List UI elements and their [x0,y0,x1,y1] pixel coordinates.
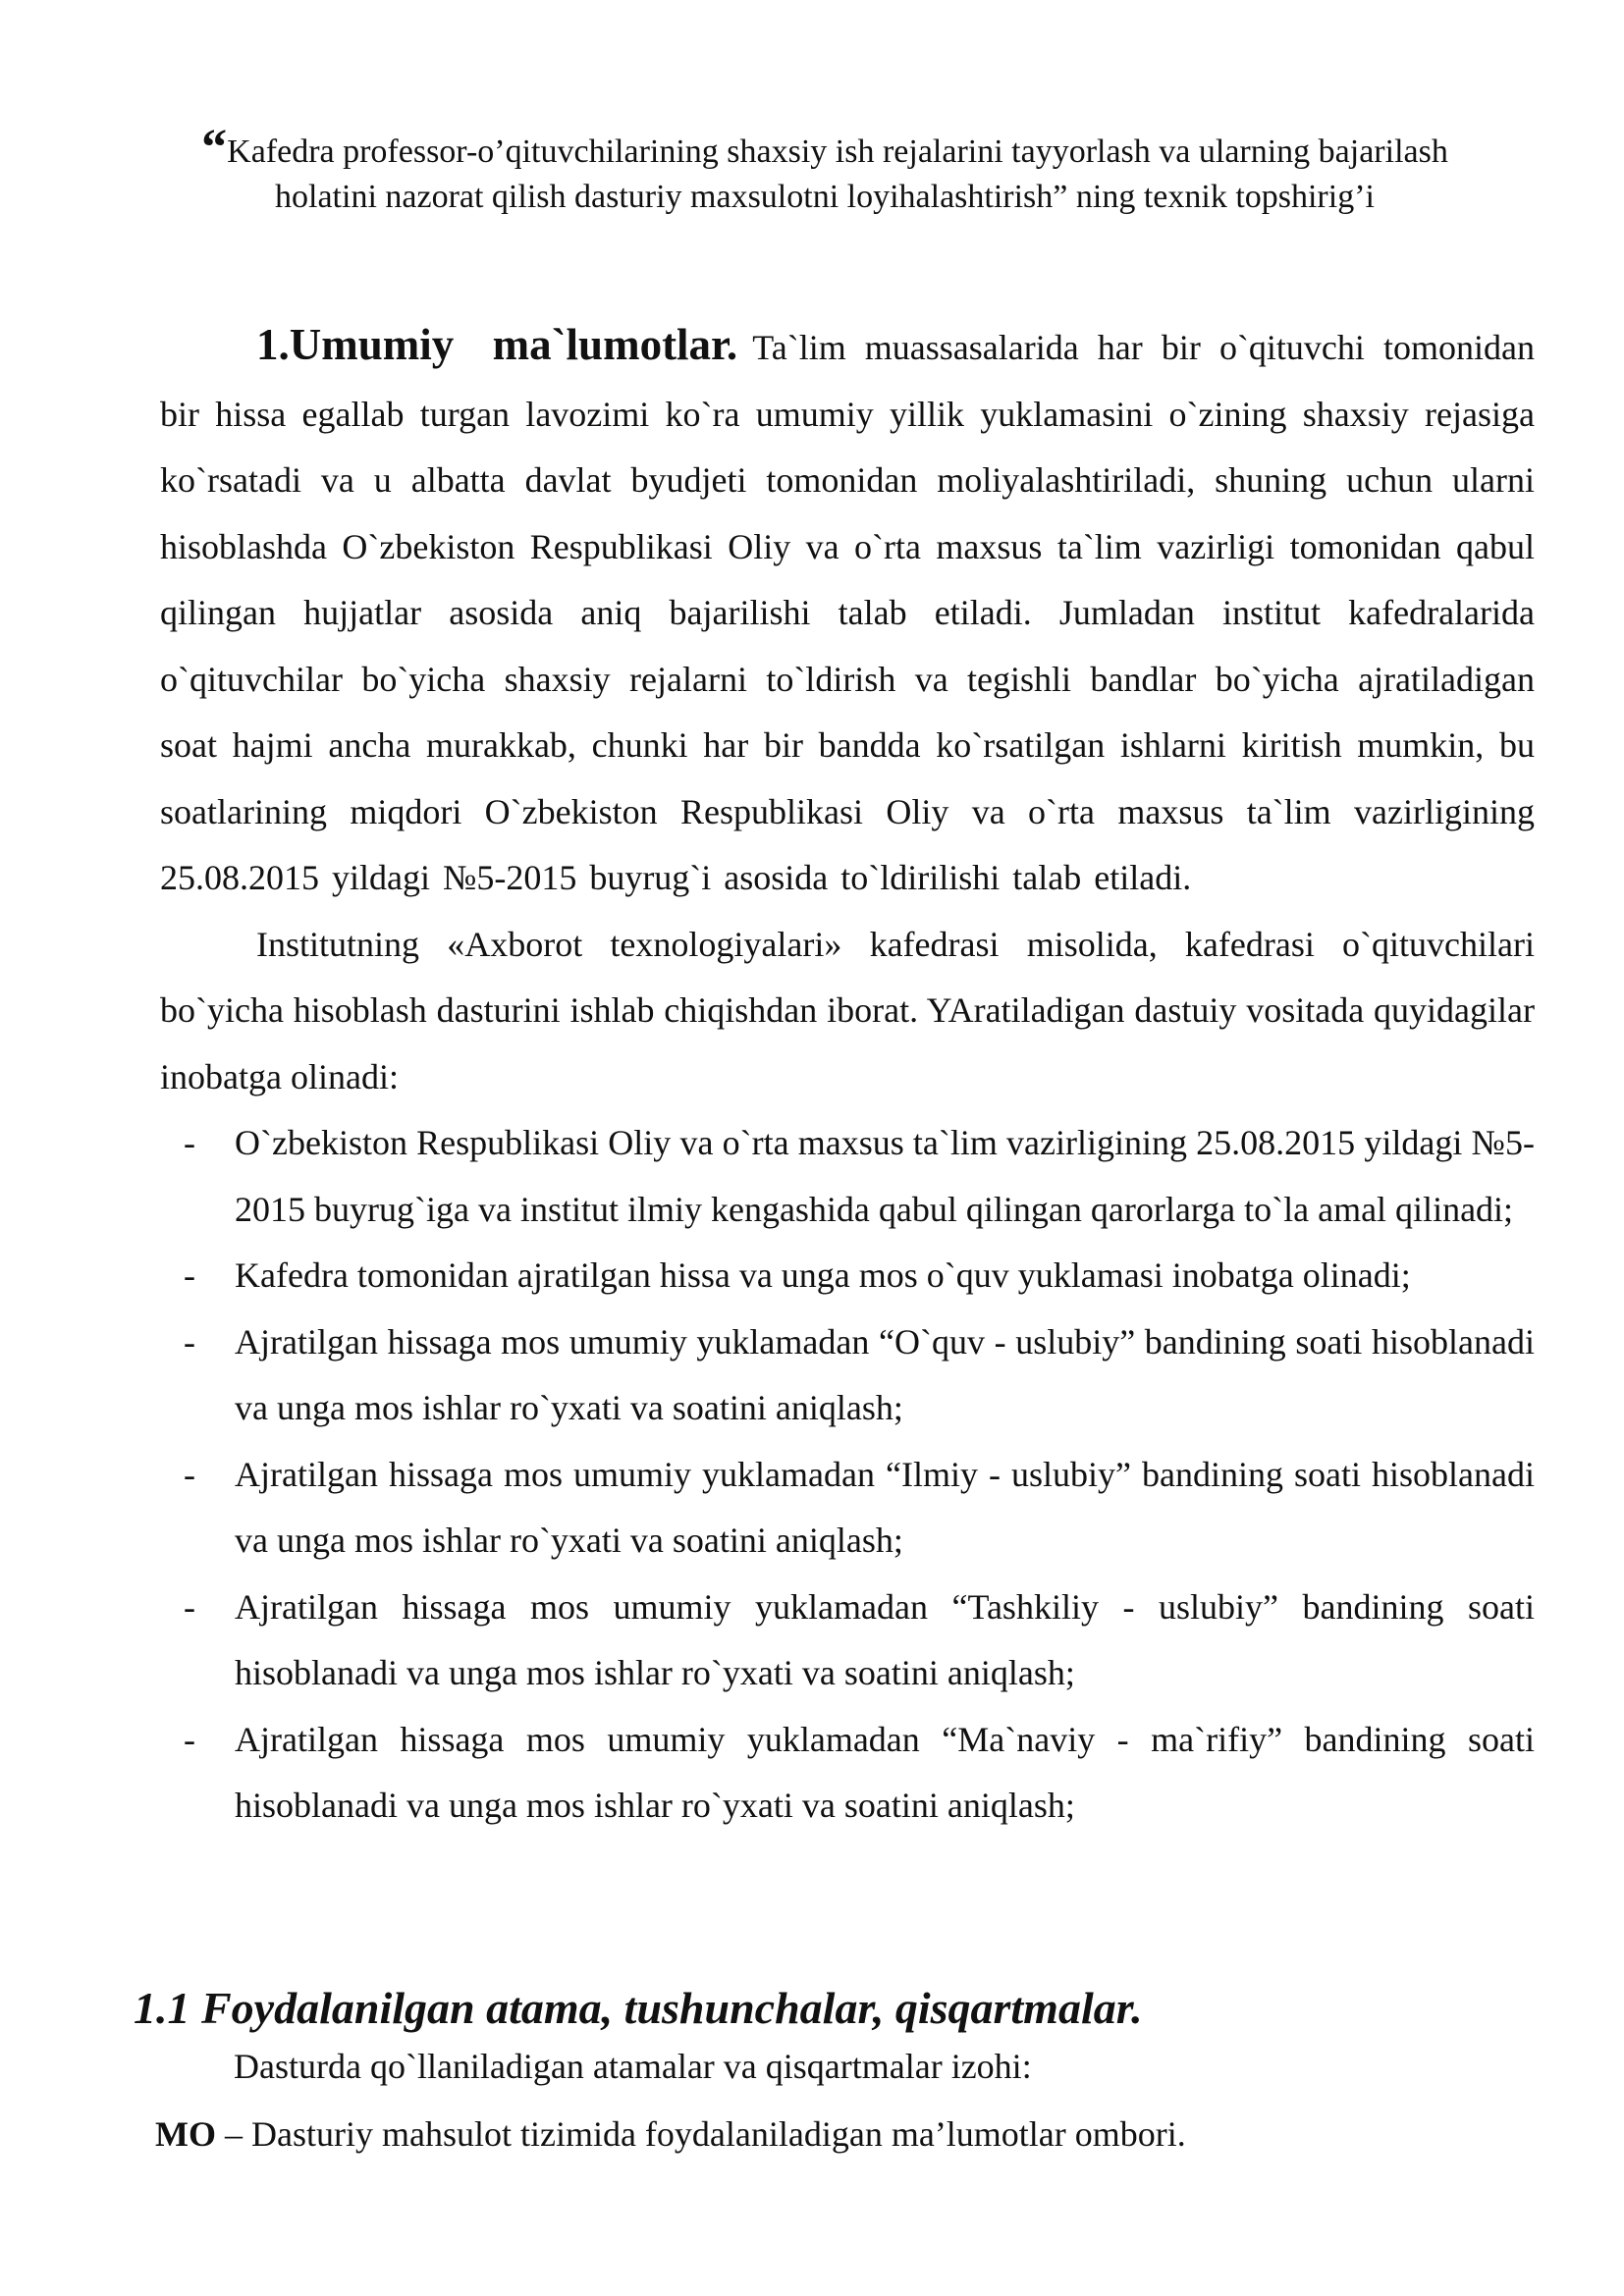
section-1-heading: 1.Umumiy ma`lumotlar. [256,320,738,369]
list-dash: - [184,1719,195,1759]
list-dash: - [184,1255,195,1295]
abbreviation-entry [155,2110,1186,2158]
list-dash: - [184,1454,195,1494]
list-item-text: Ajratilgan hissaga mos umumiy yuklamadan “Ma`naviy - ma`rifiy” bandining soati hisoblanadi va unga mos ishlar ro`yxati va soatini aniqlash; [235,1719,1535,1825]
section-1-paragraph-1 [160,312,1535,912]
list-dash: - [184,1586,195,1627]
list-item [160,1575,1535,1707]
list-item [160,1309,1535,1442]
list-item-text: O`zbekiston Respublikasi Oliy va o`rta maxsus ta`lim vazirligining 25.08.2015 yildagi №5-2015 buyrug`iga va institut ilmiy kengashida qabul qilingan qarorlarga to`la amal qilinadi; [235,1123,1535,1229]
section-1-body [160,312,1535,1840]
list-item [160,1243,1535,1309]
section-1-paragraph-2: Institutning «Axborot texnologiyalari» kafedrasi misolida, kafedrasi o`qituvchilari bo`yicha hisoblash dasturini ishlab chiqishdan iborat. YAratiladigan dastuiy vositada quyidagilar inobatga olinadi: [160,924,1535,1096]
section-1-paragraph-1-text: Ta`lim muassasalarida har bir o`qituvchi tomonidan bir hissa egallab turgan lavozimi ko`ra umumiy yillik yuklamasini o`zining shaxsiy rejasiga ko`rsatadi va u albatta davlat byudjeti tomonidan moliyalashtiriladi, shuning uchun ularni hisoblashda O`zbekiston Respublikasi Oliy va o`rta maxsus ta`lim vazirligi tomonidan qabul qilingan hujjatlar asosida aniq bajarilishi talab etiladi. Jumladan institut kafedralarida o`qituvchilar bo`yicha shaxsiy rejalarni to`ldirish va tegishli bandlar bo`yicha ajratiladigan soat hajmi ancha murakkab, chunki har bir bandda ko`rsatilgan ishlarni kiritish mumkin, bu soatlarining miqdori O`zbekiston Respublikasi Oliy va o`rta maxsus ta`lim vazirligining 25.08.2015 yildagi №5-2015 buyrug`i asosida to`ldirilishi talab etiladi. [160,328,1535,897]
abbreviation-definition: – Dasturiy mahsulot tizimida foydalaniladigan ma’lumotlar ombori. [215,2114,1186,2154]
abbreviation-term: MO [155,2114,216,2154]
requirements-list [160,1110,1535,1840]
list-item-text: Ajratilgan hissaga mos umumiy yuklamadan “Ilmiy - uslubiy” bandining soati hisoblanadi va unga mos ishlar ro`yxati va soatini aniqlash; [235,1454,1535,1560]
list-item [160,1707,1535,1840]
list-item-text: Kafedra tomonidan ajratilgan hissa va unga mos o`quv yuklamasi inobatga olinadi; [235,1255,1411,1295]
list-dash: - [184,1321,195,1362]
list-dash: - [184,1123,195,1162]
abbreviations-intro: Dasturda qo`llaniladigan atamalar va qisqartmalar izohi: [234,2047,1032,2086]
section-1-1-heading: 1.1 Foydalanilgan atama, tushunchalar, qisqartmalar. [134,1983,1143,2033]
list-item-text: Ajratilgan hissaga mos umumiy yuklamadan “O`quv - uslubiy” bandining soati hisoblanadi va unga mos ishlar ro`yxati va soatini aniqlash; [235,1321,1535,1427]
list-item-text: Ajratilgan hissaga mos umumiy yuklamadan “Tashkiliy - uslubiy” bandining soati hisoblanadi va unga mos ishlar ro`yxati va soatini aniqlash; [235,1586,1535,1692]
list-item [160,1442,1535,1575]
document-title [187,120,1463,220]
list-item [160,1110,1535,1243]
title-text: Kafedra professor-o’qituvchilarining shaxsiy ish rejalarini tayyorlash va ularning bajarilash holatini nazorat qilish dasturiy maxsulotni loyihalashtirish” ning texnik topshirig’i [227,133,1448,215]
title-open-quote: “ [201,120,228,176]
